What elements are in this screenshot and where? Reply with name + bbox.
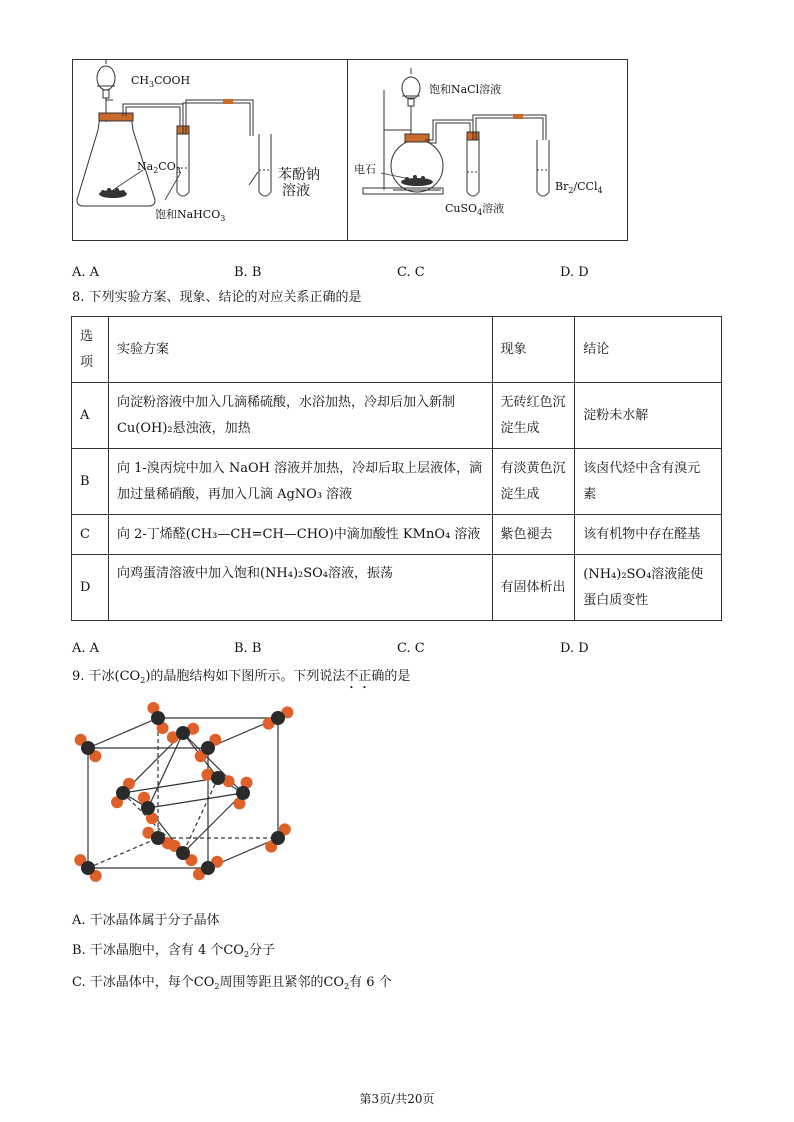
row-conclusion: 该卤代烃中含有溴元素: [575, 449, 722, 515]
row-plan: 向鸡蛋清溶液中加入饱和(NH₄)₂SO₄溶液，振荡: [108, 555, 492, 621]
row-option: A: [72, 383, 109, 449]
row-option: D: [72, 555, 109, 621]
row-conclusion: 淀粉未水解: [575, 383, 722, 449]
row-option: B: [72, 449, 109, 515]
table-row: [72, 515, 722, 555]
phenolate-label-1: 苯酚钠: [278, 167, 320, 183]
carbon-atom: [176, 846, 190, 860]
q9-option-c[interactable]: C. 干冰晶体中，每个$CO_2$周围等距且紧邻的$CO_2$有 6 个: [72, 975, 392, 991]
carbon-atom: [201, 861, 215, 875]
q8-option-d[interactable]: D. D: [560, 641, 589, 656]
copper-sulfate-label: CuSO$_4$溶液: [445, 202, 505, 217]
carbon-atom: [81, 741, 95, 755]
carbon-atom: [271, 711, 285, 725]
q7-option-b[interactable]: B. B: [234, 265, 262, 280]
carbon-atom: [141, 801, 155, 815]
page-footer: 第3页/共20页: [359, 1092, 435, 1106]
q8-option-b[interactable]: B. B: [234, 641, 262, 656]
row-phenomenon: 紫色褪去: [492, 515, 575, 555]
carbon-atom: [151, 711, 165, 725]
table-row: [72, 555, 722, 621]
carbon-atom: [81, 861, 95, 875]
q7-option-d[interactable]: D. D: [560, 265, 589, 280]
row-phenomenon: 有淡黄色沉淀生成: [492, 449, 575, 515]
brine-label: 饱和NaCl溶液: [429, 83, 502, 96]
acid-label: $CH_3COOH$: [131, 74, 191, 89]
carbide-granules: [401, 175, 433, 186]
row-conclusion: (NH₄)₂SO₄溶液能使蛋白质变性: [575, 555, 722, 621]
bicarbonate-label: 饱和NaHCO$_3$: [155, 208, 226, 223]
cell-edge: [88, 838, 158, 868]
q7-option-c[interactable]: C. C: [397, 265, 425, 280]
row-conclusion: 该有机物中存在醛基: [575, 515, 722, 555]
carbon-atom: [151, 831, 165, 845]
apparatus-figure: [72, 59, 628, 241]
q9-stem: 9. 干冰$(CO_2)$的晶胞结构如下图所示。下列说法不正确的是: [72, 669, 411, 685]
table-row: [72, 383, 722, 449]
row-phenomenon: 无砖红色沉淀生成: [492, 383, 575, 449]
solid-granules: [99, 188, 127, 198]
carbon-atom: [116, 786, 130, 800]
carbon-atom: [271, 831, 285, 845]
q9-option-b[interactable]: B. 干冰晶胞中，含有 4 个$CO_2$分子: [72, 943, 276, 959]
cell-edge: [88, 718, 158, 748]
carbon-atom: [201, 741, 215, 755]
face-co2-molecule: [111, 778, 135, 809]
face-co2-molecule: [138, 792, 158, 825]
header-option: 选项: [72, 317, 109, 383]
q7-option-a[interactable]: A. A: [72, 265, 100, 280]
q8-option-a[interactable]: A. A: [72, 641, 100, 656]
cell-edge: [123, 778, 218, 793]
header-phenomenon: 现象: [492, 317, 575, 383]
carbon-atom: [211, 771, 225, 785]
face-co2-molecule: [233, 777, 252, 810]
row-option: C: [72, 515, 109, 555]
row-phenomenon: 有固体析出: [492, 555, 575, 621]
header-plan: 实验方案: [108, 317, 492, 383]
cell-edge: [148, 733, 183, 808]
carbon-atom: [236, 786, 250, 800]
q8-stem: 8. 下列实验方案、现象、结论的对应关系正确的是: [72, 290, 362, 305]
cell-edge: [148, 793, 243, 808]
table-row: [72, 449, 722, 515]
dry-ice-unit-cell: [70, 700, 320, 900]
q8-option-c[interactable]: C. C: [397, 641, 425, 656]
face-co2-molecule: [167, 723, 199, 744]
face-co2-molecule: [169, 840, 198, 866]
row-plan: 向淀粉溶液中加入几滴稀硫酸，水浴加热，冷却后加入新制Cu(OH)₂悬浊液，加热: [108, 383, 492, 449]
carbide-label: 电石: [354, 163, 376, 176]
row-plan: 向 1-溴丙烷中加入 NaOH 溶液并加热，冷却后取上层液体，滴加过量稀硝酸，再加入几滴 AgNO₃ 溶液: [108, 449, 492, 515]
row-plan: 向 2-丁烯醛(CH₃—CH=CH—CHO)中滴加酸性 KMnO₄ 溶液: [108, 515, 492, 555]
phenolate-label-2: 溶液: [282, 183, 310, 199]
carbon-atom: [176, 726, 190, 740]
experiment-table: [71, 316, 722, 621]
header-conclusion: 结论: [575, 317, 722, 383]
table-header-row: [72, 317, 722, 383]
cell-edge: [183, 778, 218, 853]
q9-option-a[interactable]: A. 干冰晶体属于分子晶体: [72, 913, 220, 928]
carbonate-label: $Na_2CO_3$: [137, 160, 181, 175]
bromine-label: $Br_2/CCl_4$: [555, 180, 603, 195]
face-co2-molecule: [201, 769, 234, 788]
